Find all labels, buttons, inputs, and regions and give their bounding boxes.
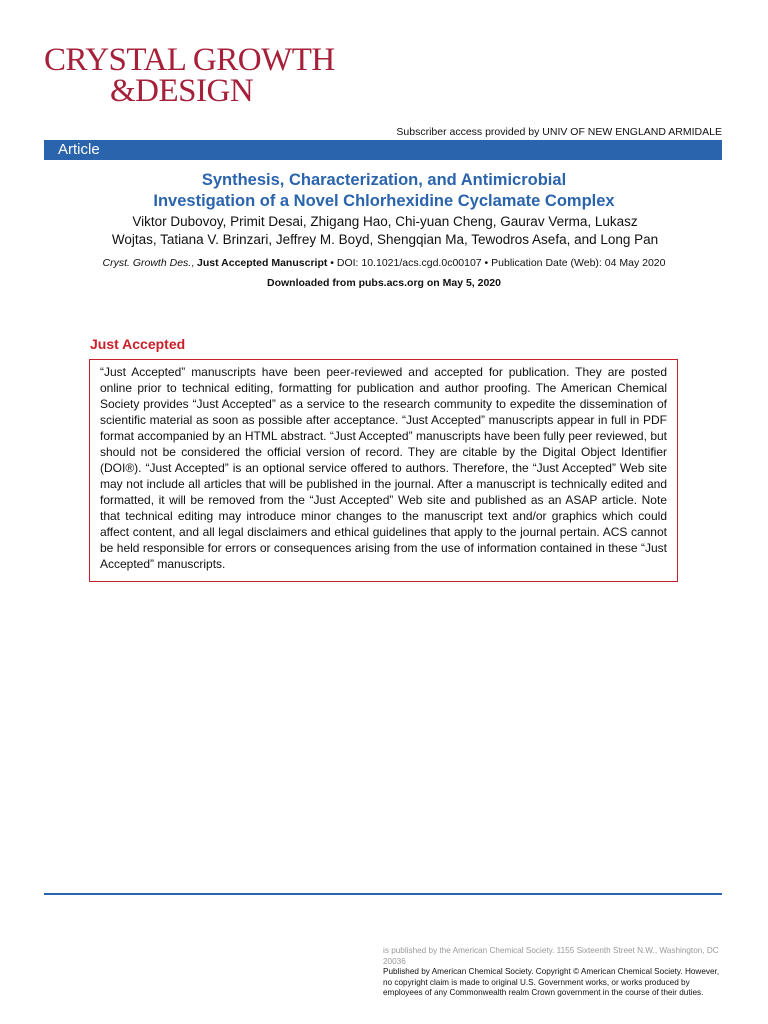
citation-line: Cryst. Growth Des., Just Accepted Manuscript • DOI: 10.1021/acs.cgd.0c00107 • Publication Date (Web): 04 May 2020	[102, 257, 666, 269]
authors-line-2: Wojtas, Tatiana V. Brinzari, Jeffrey M. Boyd, Shengqian Ma, Tewodros Asefa, and Long Pan	[111, 232, 659, 247]
journal-logo	[44, 44, 335, 108]
footer	[383, 946, 723, 999]
journal-abbrev: Cryst. Growth Des.	[102, 257, 192, 269]
copyright-notice: Published by American Chemical Society. Copyright © American Chemical Society. However, no copyright claim is made to original U.S. Government works, or works produced by employees of any Commonwealth realm Crown government in the course of their duties.	[383, 967, 720, 997]
title-line-1: Synthesis, Characterization, and Antimicrobial	[201, 171, 567, 189]
just-accepted-notice	[89, 359, 678, 582]
authors-line-1: Viktor Dubovoy, Primit Desai, Zhigang Hao, Chi-yuan Cheng, Gaurav Verma, Lukasz	[132, 214, 638, 229]
title-line-2: Investigation of a Novel Chlorhexidine Cyclamate Complex	[153, 192, 615, 210]
footer-divider	[44, 893, 722, 895]
subscriber-access-note: Subscriber access provided by UNIV OF NEW ENGLAND ARMIDALE	[396, 126, 722, 138]
author-list	[60, 213, 710, 249]
logo-line-2: &DESIGN	[110, 73, 254, 109]
doi[interactable]: DOI: 10.1021/acs.cgd.0c00107	[336, 257, 482, 269]
download-note: Downloaded from pubs.acs.org on May 5, 2020	[267, 277, 501, 289]
article-title	[44, 170, 724, 212]
publisher-address: is published by the American Chemical Society. 1155 Sixteenth Street N.W., Washington, DC 20036	[383, 946, 719, 966]
manuscript-status: Just Accepted Manuscript	[197, 257, 328, 269]
article-type-bar	[44, 140, 722, 160]
just-accepted-heading: Just Accepted	[90, 336, 186, 352]
publication-date: Publication Date (Web): 04 May 2020	[491, 257, 666, 269]
logo-line-1: CRYSTAL GROWTH	[44, 42, 335, 78]
article-type-label: Article	[58, 141, 100, 158]
just-accepted-text: “Just Accepted” manuscripts have been peer-reviewed and accepted for publication. They are posted online prior to technical editing, formatting for publication and author proofing. The American Chemical Society provides “Just Accepted” as a service to the research community to expedite the dissemination of scientific material as soon as possible after acceptance. “Just Accepted” manuscripts appear in full in PDF format accompanied by an HTML abstract. “Just Accepted” manuscripts have been fully peer reviewed, but should not be considered the official version of record. They are citable by the Digital Object Identifier (DOI®). “Just Accepted” is an optional service offered to authors. Therefore, the “Just Accepted” Web site may not include all articles that will be published in the journal. After a manuscript is technically edited and formatted, it will be removed from the “Just Accepted” Web site and published as an ASAP article. Note that technical editing may introduce minor changes to the manuscript text and/or graphics which could affect content, and all legal disclaimers and ethical guidelines that apply to the journal pertain. ACS cannot be held responsible for errors or consequences arising from the use of information contained in these “Just Accepted” manuscripts.	[100, 365, 667, 571]
